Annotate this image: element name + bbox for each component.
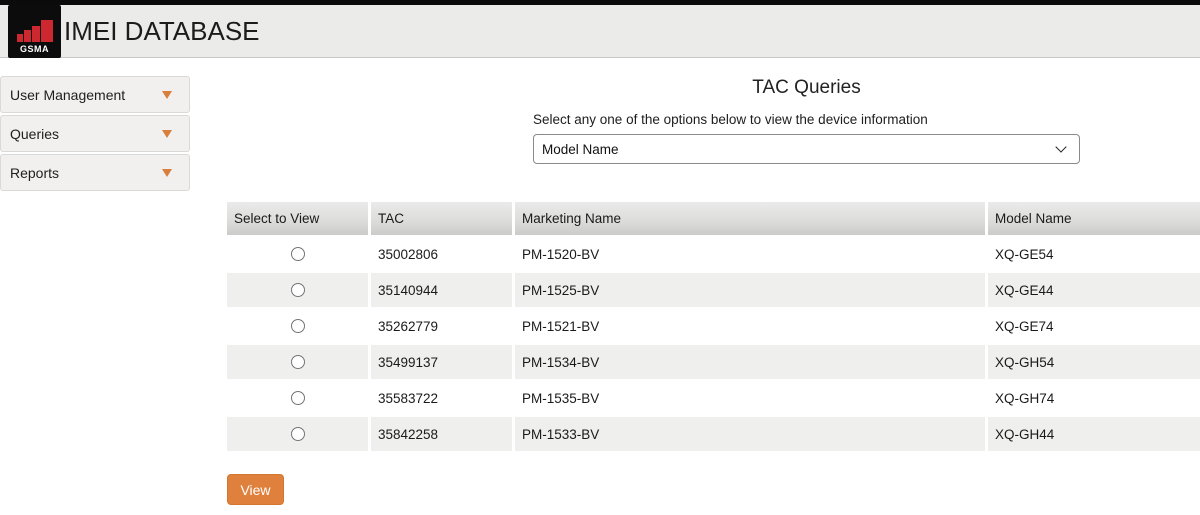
model-name-cell: XQ-GH74 — [988, 381, 1200, 415]
select-chevron-down-icon — [1055, 141, 1066, 152]
instruction-text: Select any one of the options below to view the device information — [533, 112, 928, 127]
select-radio-cell — [227, 345, 368, 379]
sidebar-item-user-management[interactable] — [0, 76, 190, 113]
app-title: IMEI DATABASE — [64, 15, 260, 46]
view-button[interactable]: View — [227, 474, 284, 505]
model-name-cell: XQ-GE54 — [988, 237, 1200, 271]
row-radio-button[interactable] — [291, 391, 305, 405]
app-header — [0, 5, 1200, 58]
query-type-select[interactable] — [533, 134, 1080, 164]
row-radio-button[interactable] — [291, 247, 305, 261]
tac-results-table — [227, 202, 1200, 451]
marketing-name-cell: PM-1521-BV — [515, 309, 985, 343]
model-name-cell: XQ-GE44 — [988, 273, 1200, 307]
row-radio-button[interactable] — [291, 355, 305, 369]
sidebar-item-label: Queries — [10, 125, 60, 142]
model-name-cell: XQ-GH44 — [988, 417, 1200, 451]
tac-cell: 35499137 — [371, 345, 512, 379]
gsma-logo-label: GSMA — [20, 43, 49, 54]
tac-cell: 35842258 — [371, 417, 512, 451]
tac-cell: 35140944 — [371, 273, 512, 307]
column-header-model-name: Model Name — [988, 202, 1200, 235]
marketing-name-cell: PM-1535-BV — [515, 381, 985, 415]
column-header-tac: TAC — [371, 202, 512, 235]
select-radio-cell — [227, 417, 368, 451]
marketing-name-cell: PM-1520-BV — [515, 237, 985, 271]
selected-option-label: Model Name — [542, 141, 619, 157]
row-radio-button[interactable] — [291, 427, 305, 441]
select-radio-cell — [227, 237, 368, 271]
select-radio-cell — [227, 381, 368, 415]
marketing-name-cell: PM-1525-BV — [515, 273, 985, 307]
chevron-down-icon — [162, 169, 172, 177]
chevron-down-icon — [162, 91, 172, 99]
sidebar-nav — [0, 76, 190, 193]
column-header-select-to-view: Select to View — [227, 202, 368, 235]
gsma-logo — [8, 5, 61, 58]
page-title: TAC Queries — [752, 77, 861, 98]
column-header-marketing-name: Marketing Name — [515, 202, 985, 235]
model-name-cell: XQ-GE74 — [988, 309, 1200, 343]
sidebar-item-queries[interactable] — [0, 115, 190, 152]
tac-cell: 35583722 — [371, 381, 512, 415]
select-radio-cell — [227, 309, 368, 343]
sidebar-item-label: User Management — [10, 86, 126, 103]
tac-cell: 35002806 — [371, 237, 512, 271]
tac-cell: 35262779 — [371, 309, 512, 343]
marketing-name-cell: PM-1533-BV — [515, 417, 985, 451]
sidebar-item-reports[interactable] — [0, 154, 190, 191]
row-radio-button[interactable] — [291, 283, 305, 297]
row-radio-button[interactable] — [291, 319, 305, 333]
signal-bars-icon — [17, 20, 53, 42]
sidebar-item-label: Reports — [10, 164, 60, 181]
chevron-down-icon — [162, 130, 172, 138]
model-name-cell: XQ-GH54 — [988, 345, 1200, 379]
select-radio-cell — [227, 273, 368, 307]
marketing-name-cell: PM-1534-BV — [515, 345, 985, 379]
